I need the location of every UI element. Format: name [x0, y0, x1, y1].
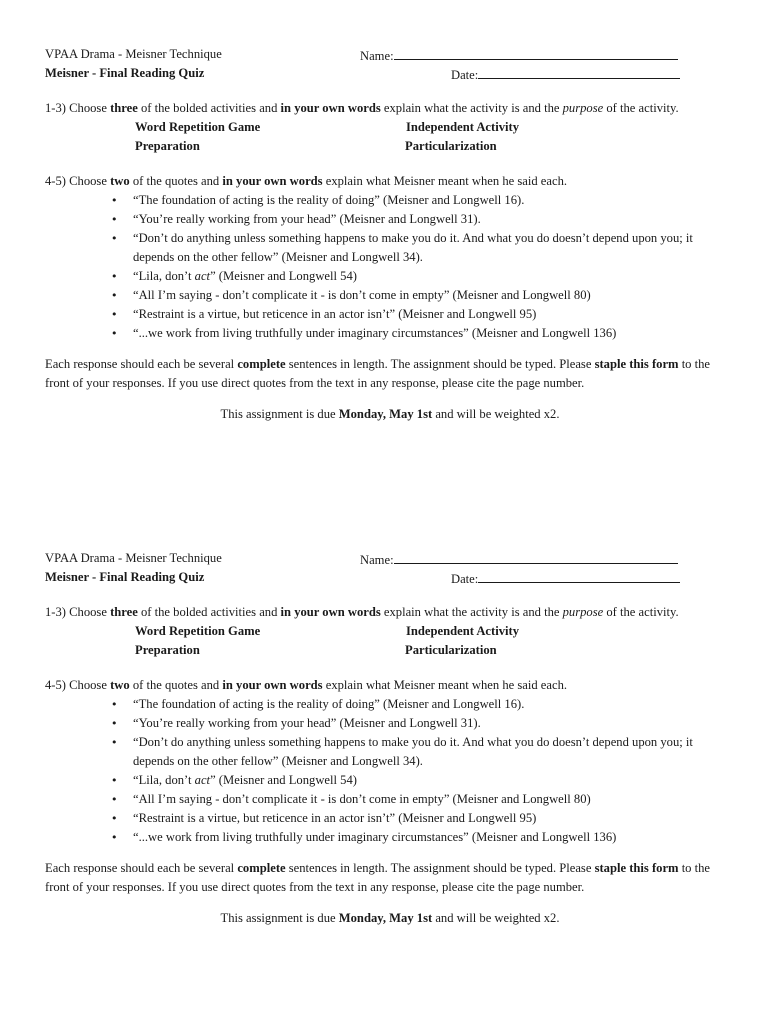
- quote-list: [45, 191, 718, 343]
- due-date-note: This assignment is due Monday, May 1st and will be weighted x2.: [220, 911, 560, 925]
- date-field[interactable]: [451, 568, 680, 589]
- quote-list: [45, 695, 718, 847]
- quote-item: • “Restraint is a virtue, but reticence in an actor isn’t” (Meisner and Longwell 95): [133, 305, 718, 324]
- activity-item: Preparation: [135, 643, 200, 657]
- quote-item: • “You’re really working from your head” (Meisner and Longwell 31).: [133, 210, 718, 229]
- quote-item: • “The foundation of acting is the reality of doing” (Meisner and Longwell 16).: [133, 695, 718, 714]
- quote-item: • “Restraint is a virtue, but reticence in an actor isn’t” (Meisner and Longwell 95): [133, 809, 718, 828]
- quote-item: • “The foundation of acting is the reality of doing” (Meisner and Longwell 16).: [133, 191, 718, 210]
- quote-item: • “You’re really working from your head” (Meisner and Longwell 31).: [133, 714, 718, 733]
- name-field[interactable]: [360, 549, 678, 570]
- question-1-3-prompt: 1-3) Choose three of the bolded activities and in your own words explain what the activity is and the purpose of the activity.: [45, 101, 679, 115]
- quote-item: • “Don’t do anything unless something happens to make you do it. And what you do doesn’t depend upon you; it depends on the other fellow” (Meisner and Longwell 34).: [133, 733, 718, 771]
- name-field[interactable]: [360, 45, 678, 66]
- header-row-2: [45, 568, 725, 587]
- name-label: Name:: [360, 553, 394, 567]
- activity-item: Independent Activity: [406, 624, 520, 638]
- name-blank-line[interactable]: [394, 45, 678, 60]
- question-1-3-prompt: 1-3) Choose three of the bolded activities and in your own words explain what the activity is and the purpose of the activity.: [45, 605, 679, 619]
- activity-list: [135, 118, 725, 156]
- activity-item: Word Repetition Game: [135, 624, 261, 638]
- activity-item: Independent Activity: [406, 120, 520, 134]
- quote-item: • “...we work from living truthfully under imaginary circumstances” (Meisner and Longwell 136): [133, 828, 718, 847]
- date-label: Date:: [451, 572, 479, 586]
- header-row-1: [45, 45, 725, 64]
- response-instructions: Each response should each be several complete sentences in length. The assignment should be typed. Please staple this form to the front of your responses. If you use direct quotes from the text in any response, please cite the page number.: [45, 357, 711, 390]
- quiz-title: Meisner - Final Reading Quiz: [45, 66, 205, 80]
- question-4-5-prompt: 4-5) Choose two of the quotes and in your own words explain what Meisner meant when he said each.: [45, 678, 568, 692]
- date-blank-line[interactable]: [478, 568, 680, 583]
- response-instructions: Each response should each be several complete sentences in length. The assignment should be typed. Please staple this form to the front of your responses. If you use direct quotes from the text in any response, please cite the page number.: [45, 861, 711, 894]
- date-label: Date:: [451, 68, 479, 82]
- activity-item: Word Repetition Game: [135, 120, 261, 134]
- quote-item: • “Lila, don’t act” (Meisner and Longwell 54): [133, 267, 718, 286]
- quote-item: • “Don’t do anything unless something happens to make you do it. And what you do doesn’t depend upon you; it depends on the other fellow” (Meisner and Longwell 34).: [133, 229, 718, 267]
- activity-item: Particularization: [405, 643, 497, 657]
- due-date-note: This assignment is due Monday, May 1st and will be weighted x2.: [220, 407, 560, 421]
- activity-item: Preparation: [135, 139, 200, 153]
- quote-item: • “All I’m saying - don’t complicate it - is don’t come in empty” (Meisner and Longwell 80): [133, 286, 718, 305]
- name-blank-line[interactable]: [394, 549, 678, 564]
- date-blank-line[interactable]: [478, 64, 680, 79]
- quiz-sheet: [45, 549, 725, 928]
- quiz-title: Meisner - Final Reading Quiz: [45, 570, 205, 584]
- name-label: Name:: [360, 49, 394, 63]
- date-field[interactable]: [451, 64, 680, 85]
- quote-item: • “Lila, don’t act” (Meisner and Longwell 54): [133, 771, 718, 790]
- course-title: VPAA Drama - Meisner Technique: [45, 551, 222, 565]
- question-4-5-prompt: 4-5) Choose two of the quotes and in your own words explain what Meisner meant when he said each.: [45, 174, 568, 188]
- header-row-1: [45, 549, 725, 568]
- activity-list: [135, 622, 725, 660]
- quiz-sheet: [45, 45, 725, 424]
- quote-item: • “...we work from living truthfully under imaginary circumstances” (Meisner and Longwell 136): [133, 324, 718, 343]
- activity-item: Particularization: [405, 139, 497, 153]
- course-title: VPAA Drama - Meisner Technique: [45, 47, 222, 61]
- header-row-2: [45, 64, 725, 83]
- quote-item: • “All I’m saying - don’t complicate it - is don’t come in empty” (Meisner and Longwell 80): [133, 790, 718, 809]
